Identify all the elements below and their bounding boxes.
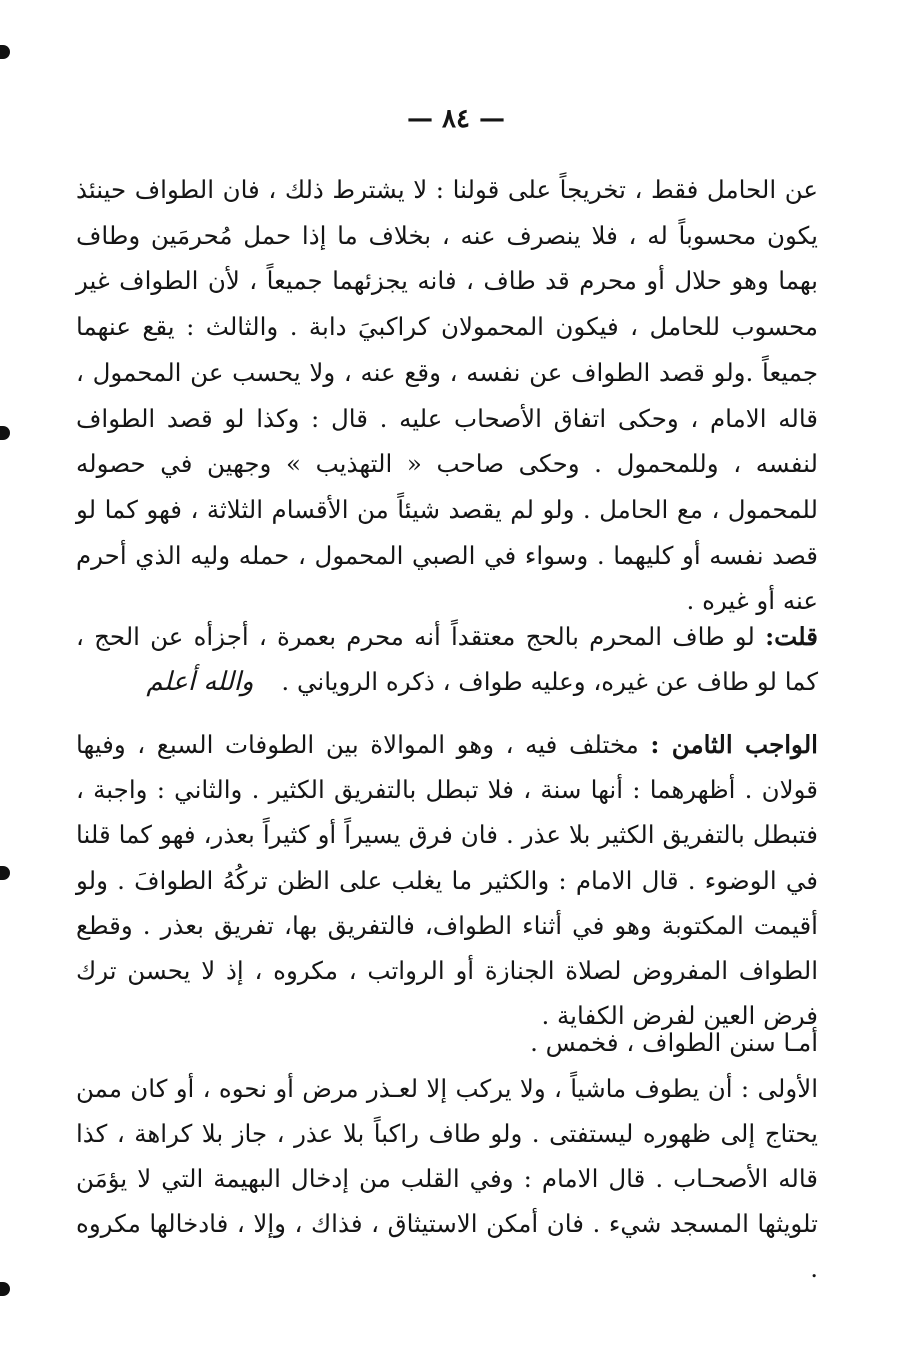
margin-mark xyxy=(0,866,10,880)
page-number: — ٨٤ — xyxy=(406,104,506,134)
paragraph-2-lead: قلت: xyxy=(765,622,818,651)
margin-mark xyxy=(0,426,10,440)
margin-mark xyxy=(0,1282,10,1296)
paragraph-2 xyxy=(76,614,818,705)
paragraph-2-text: لو طاف المحرم بالحج معتقداً أنه محرم بعمرة ، أجزأه عن الحج ، كما لو طاف عن غيره، وعليه طواف ، ذكره الروياني . xyxy=(76,622,818,696)
sign-off: والله أعلم xyxy=(146,667,254,697)
paragraph-4: أمـا سنن الطواف ، فخمس . xyxy=(530,1028,818,1057)
paragraph-3-lead: الواجب الثامن : xyxy=(650,730,818,759)
paragraph-1: عن الحامل فقط ، تخريجاً على قولنا : لا يشترط ذلك ، فان الطواف حينئذ يكون محسوباً له ، فلا ينصرف عنه ، بخلاف ما إذا حمل مُحرمَين وطاف بهما وهو حلال أو محرم قد طاف ، فانه يجزئهما جميعاً ، لأن الطواف غير محسوب للحامل ، فيكون المحمولان كراكبيَ دابة . والثالث : يقع عنهما جميعاً .ولو قصد الطواف عن نفسه ، وقع عنه ، ولا يحسب عن المحمول ، قاله الامام ، وحكى اتفاق الأصحاب عليه . قال : وكذا لو قصد الطواف لنفسه ، وللمحمول . وحكى صاحب « التهذيب » وجهين في حصوله للمحمول ، مع الحامل . ولو لم يقصد شيئاً من الأقسام الثلاثة ، فهو كما لو قصد نفسه أو كليهما . وسواء في الصبي المحمول ، حمله وليه الذي أحرم عنه أو غيره . xyxy=(76,175,818,616)
paragraph-5: الأولى : أن يطوف ماشياً ، ولا يركب إلا لعـذر مرض أو نحوه ، أو كان ممن يحتاج إلى ظهوره ليستفتى . ولو طاف راكباً بلا عذر ، جاز بلا كراهة ، كذا قاله الأصحـاب . قال الامام : وفي القلب من إدخال البهيمة التي لا يؤمَن تلويثها المسجد شيء . فان أمكن الاستيثاق ، فذاك ، وإلا ، فادخالها مكروه . xyxy=(76,1074,818,1283)
paragraph-3-text: مختلف فيه ، وهو الموالاة بين الطوفات السبع ، وفيها قولان . أظهرهما : أنها سنة ، فلا تبطل بالتفريق الكثير . والثاني : واجبة ، فتبطل بالتفريق الكثير بلا عذر . فان فرق يسيراً أو كثيراً بعذر، فهو كما قلنا في الوضوء . قال الامام : والكثير ما يغلب على الظن تركُهُ الطوافَ . ولو أقيمت المكتوبة وهو في أثناء الطواف، فالتفريق بها، تفريق بعذر . وقطع الطواف المفروض لصلاة الجنازة أو الرواتب ، مكروه ، إذ لا يحسن ترك فرض العين لفرض الكفاية . xyxy=(76,730,818,1031)
paragraph-3 xyxy=(76,722,818,1038)
margin-mark xyxy=(0,45,10,59)
